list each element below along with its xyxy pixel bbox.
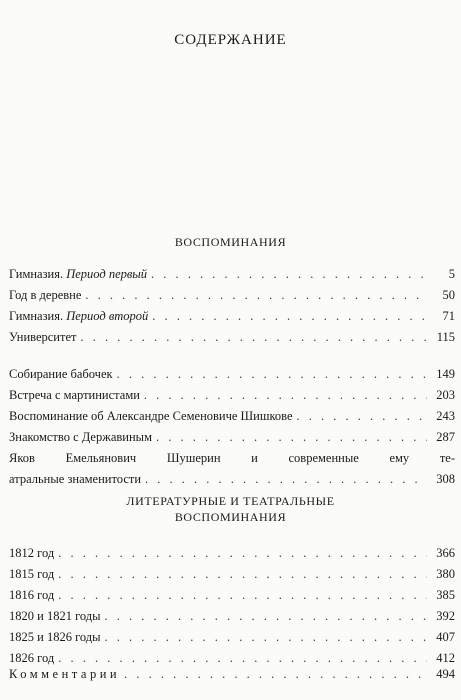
- toc-entry-label: Знакомство с Державиным: [9, 430, 152, 444]
- toc-entry-label: Комментарии: [9, 667, 121, 681]
- toc-entry[interactable]: [9, 543, 455, 564]
- toc-entry-page: 392: [436, 609, 455, 623]
- group-spacer: [9, 348, 455, 364]
- toc-entry[interactable]: [9, 306, 455, 327]
- section-heading-line1: ЛИТЕРАТУРНЫЕ И ТЕАТРАЛЬНЫЕ: [126, 494, 335, 508]
- toc-entry-label: Воспоминание об Александре Семеновиче Шишкове: [9, 409, 293, 423]
- toc-entry-page: 287: [436, 430, 455, 444]
- toc-entry[interactable]: [9, 327, 455, 348]
- leader-dots: [58, 543, 427, 564]
- leader-dots: [117, 364, 427, 385]
- toc-entry-page: 149: [436, 367, 455, 381]
- toc-entry-page: 243: [436, 409, 455, 423]
- toc-entry-label: Собирание бабочек: [9, 367, 113, 381]
- toc-entry-label-line2: атральные знаменитости: [9, 472, 142, 486]
- leader-dots: [80, 327, 427, 348]
- toc-entry-page: 412: [436, 651, 455, 665]
- toc-entry-label-line1: Яков Емельянович Шушерин и современные ему те-: [9, 451, 455, 465]
- toc-entry-label: 1815 год: [9, 567, 55, 581]
- toc-entry[interactable]: [9, 264, 455, 285]
- toc-entry-label: 1820 и 1821 годы: [9, 609, 101, 623]
- toc-entry-label: Гимназия. Период первый: [9, 267, 148, 281]
- leader-dots: [85, 285, 427, 306]
- toc-entry[interactable]: [9, 285, 455, 306]
- toc-entry-page: 407: [436, 630, 455, 644]
- toc-entry-page: 494: [436, 667, 455, 681]
- toc-entry[interactable]: [9, 627, 455, 648]
- leader-dots: [145, 469, 427, 490]
- toc-entry-page: 385: [436, 588, 455, 602]
- toc-entry[interactable]: [9, 585, 455, 606]
- leader-dots: [152, 306, 427, 327]
- section-heading-line2: ВОСПОМИНАНИЯ: [174, 510, 287, 524]
- toc-entry[interactable]: [9, 406, 455, 427]
- toc-entry-page: 71: [442, 309, 455, 323]
- toc-entry-label: Год в деревне: [9, 288, 82, 302]
- leader-dots: [151, 264, 427, 285]
- toc-entry-page: 308: [436, 472, 455, 486]
- toc-entry-label: 1816 год: [9, 588, 55, 602]
- section-heading-memoirs: ВОСПОМИНАНИЯ: [174, 235, 287, 249]
- toc-entry-label: 1812 год: [9, 546, 55, 560]
- toc-entry-label: 1826 год: [9, 651, 55, 665]
- toc-entry-page: 380: [436, 567, 455, 581]
- toc-entry[interactable]: [9, 385, 455, 406]
- toc-entry-page: 5: [448, 267, 455, 281]
- toc-entry-label: 1825 и 1826 годы: [9, 630, 101, 644]
- leader-dots: [58, 585, 427, 606]
- toc-entry-label: Встреча с мартинистами: [9, 388, 140, 402]
- leader-dots: [105, 627, 427, 648]
- toc-group-literary: [9, 543, 455, 669]
- toc-entry-page: 203: [436, 388, 455, 402]
- toc-group-memoirs-1: [9, 264, 455, 490]
- leader-dots: [105, 606, 427, 627]
- toc-entry-line2: [9, 469, 455, 490]
- toc-entry[interactable]: [9, 606, 455, 627]
- toc-entry-page: 115: [436, 330, 455, 344]
- toc-entry[interactable]: [9, 427, 455, 448]
- toc-entry[interactable]: [9, 564, 455, 585]
- leader-dots: [58, 564, 427, 585]
- toc-entry-page: 366: [436, 546, 455, 560]
- toc-entry-label: Университет: [9, 330, 77, 344]
- leader-dots: [144, 385, 427, 406]
- page-title: СОДЕРЖАНИЕ: [174, 32, 287, 48]
- toc-group-comments: [9, 664, 455, 685]
- leader-dots: [297, 406, 427, 427]
- leader-dots: [156, 427, 427, 448]
- toc-entry-comments[interactable]: [9, 664, 455, 685]
- toc-entry[interactable]: [9, 364, 455, 385]
- section-heading-literary: [0, 493, 461, 525]
- toc-entry-multiline[interactable]: [9, 448, 455, 490]
- toc-entry-label: Гимназия. Период второй: [9, 309, 149, 323]
- toc-entry-page: 50: [442, 288, 455, 302]
- leader-dots: [124, 664, 427, 685]
